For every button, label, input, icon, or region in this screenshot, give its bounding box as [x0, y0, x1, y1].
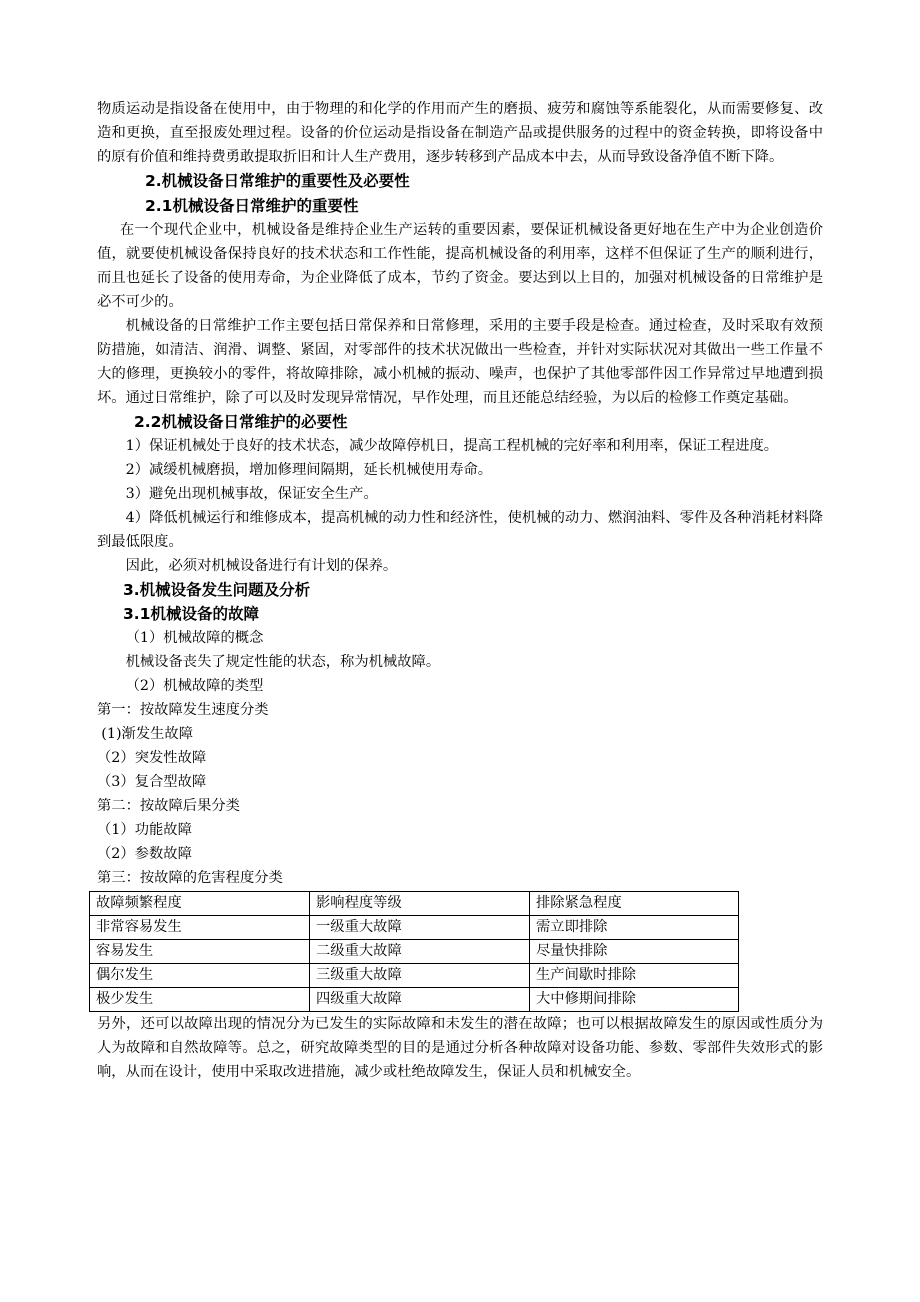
- table-header-cell: 排除紧急程度: [530, 892, 739, 916]
- list-item: （1）功能故障: [97, 822, 192, 838]
- document-page: [97, 97, 823, 1084]
- list-item: 4）降低机械运行和维修成本，提高机械的动力性和经济性，使机械的动力、燃润油料、零件及各种消耗材料降到最低限度。: [97, 509, 823, 550]
- sub-item-label: （2）机械故障的类型: [125, 678, 264, 694]
- category-label: 第三：按故障的危害程度分类: [97, 870, 283, 886]
- table-row: [90, 988, 739, 1012]
- list-item: （2）突发性故障: [97, 750, 207, 766]
- table-cell: 四级重大故障: [310, 988, 530, 1012]
- table-row: [90, 964, 739, 988]
- paragraph: 物质运动是指设备在使用中，由于物理的和化学的作用而产生的磨损、疲劳和腐蚀等系能裂化，从而需要修复、改造和更换，直至报废处理过程。设备的价位运动是指设备在制造产品或提供服务的过程中的资金转换，即将设备中的原有价值和维持费勇敢提取折旧和计人生产费用，逐步转移到产品成本中去，从而导致设备净值不断下降。: [97, 101, 823, 165]
- category-label: 第二：按故障后果分类: [97, 798, 240, 814]
- fault-severity-table: [89, 891, 739, 1012]
- section-heading: 3.机械设备发生问题及分析: [123, 580, 311, 599]
- table-row: [90, 940, 739, 964]
- paragraph: 在一个现代企业中，机械设备是维持企业生产运转的重要因素，要保证机械设备更好地在生产中为企业创造价值，就要使机械设备保持良好的技术状态和工作性能，提高机械设备的利用率，这样不但保证了生产的顺利进行，而且也延长了设备的使用寿命，为企业降低了成本，节约了资金。要达到以上目的，加强对机械设备的日常维护是必不可少的。: [97, 221, 823, 310]
- table-cell: 偶尔发生: [90, 964, 310, 988]
- category-label: 第一：按故障发生速度分类: [97, 702, 269, 718]
- list-item: （2）参数故障: [97, 846, 192, 862]
- table-cell: 二级重大故障: [310, 940, 530, 964]
- subsection-heading: 2.1机械设备日常维护的重要性: [145, 196, 359, 215]
- paragraph: 另外，还可以故障出现的情况分为已发生的实际故障和未发生的潜在故障；也可以根据故障发生的原因或性质分为人为故障和自然故障等。总之，研究故障类型的目的是通过分析各种故障对设备功能、参数、零部件失效形式的影响，从而在设计，使用中采取改进措施，减少或杜绝故障发生，保证人员和机械安全。: [97, 1016, 823, 1080]
- table-cell: 非常容易发生: [90, 916, 310, 940]
- table-cell: 容易发生: [90, 940, 310, 964]
- table-cell: 大中修期间排除: [530, 988, 739, 1012]
- list-item: (1)渐发生故障: [101, 726, 194, 742]
- paragraph: 因此，必须对机械设备进行有计划的保养。: [125, 557, 398, 574]
- table-cell: 尽量快排除: [530, 940, 739, 964]
- table-header-row: [90, 892, 739, 916]
- table-header-cell: 影响程度等级: [310, 892, 530, 916]
- list-item: 2）减缓机械磨损，增加修理间隔期，延长机械使用寿命。: [125, 461, 493, 478]
- table-cell: 极少发生: [90, 988, 310, 1012]
- table-cell: 三级重大故障: [310, 964, 530, 988]
- list-item: 3）避免出现机械事故，保证安全生产。: [125, 485, 378, 502]
- table-cell: 一级重大故障: [310, 916, 530, 940]
- paragraph: 机械设备的日常维护工作主要包括日常保养和日常修理，采用的主要手段是检查。通过检查，及时采取有效预防措施，如清洁、润滑、调整、紧固，对零部件的技术状况做出一些检查，并针对实际状况对其做出一些工作量不大的修理，更换较小的零件，将故障排除，减小机械的振动、噪声，也保护了其他零部件因工作异常过早地遭到损坏。通过日常维护，除了可以及时发现异常情况，早作处理，而且还能总结经验，为以后的检修工作奠定基础。: [97, 317, 823, 406]
- sub-item-label: （1）机械故障的概念: [125, 630, 264, 646]
- list-item: （3）复合型故障: [97, 774, 207, 790]
- subsection-heading: 2.2机械设备日常维护的必要性: [134, 412, 348, 431]
- list-item: 1）保证机械处于良好的技术状态，减少故障停机日，提高工程机械的完好率和利用率，保证工程进度。: [125, 437, 779, 454]
- table-cell: 需立即排除: [530, 916, 739, 940]
- paragraph: 机械设备丧失了规定性能的状态，称为机械故障。: [125, 654, 441, 670]
- table-cell: 生产间歇时排除: [530, 964, 739, 988]
- table-header-cell: 故障频繁程度: [90, 892, 310, 916]
- subsection-heading: 3.1机械设备的故障: [123, 605, 259, 623]
- section-heading: 2.机械设备日常维护的重要性及必要性: [145, 172, 410, 190]
- table-row: [90, 916, 739, 940]
